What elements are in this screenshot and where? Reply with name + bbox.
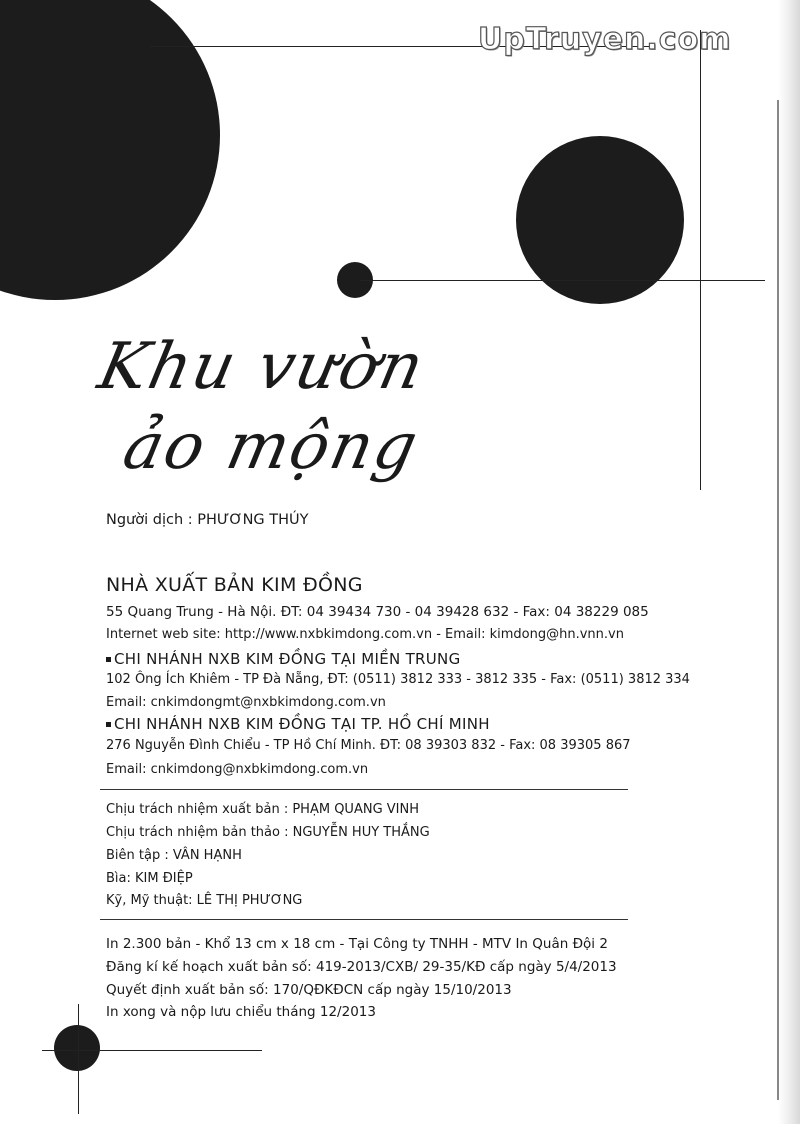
printing-line: Đăng kí kế hoạch xuất bản số: 419-2013/CXB/ 29-35/KĐ cấp ngày 5/4/2013 [106,959,617,975]
branch-hcm-address: 276 Nguyễn Đình Chiểu - TP Hồ Chí Minh. ĐT: 08 39303 832 - Fax: 08 39305 867 [106,738,631,753]
printing-line: In xong và nộp lưu chiểu tháng 12/2013 [106,1004,376,1020]
separator-rule-1 [100,789,628,790]
publisher-web: Internet web site: http://www.nxbkimdong.com.vn - Email: kimdong@hn.vnn.vn [106,627,624,642]
book-title-line-1: Khu vườn [92,330,432,404]
credit-line: Chịu trách nhiệm bản thảo : NGUYỄN HUY THẮNG [106,825,430,840]
branch-hcm-title [106,715,490,733]
translator: Người dịch : PHƯƠNG THÚY [106,512,309,528]
bottom-horizontal-line [42,1050,262,1051]
publisher-name: NHÀ XUẤT BẢN KIM ĐỒNG [106,574,363,596]
watermark: UpTruyen.com [478,22,732,57]
credit-line: Bìa: KIM ĐIỆP [106,871,193,886]
credit-line: Biên tập : VÂN HẠNH [106,848,242,863]
middle-horizontal-line [360,280,765,281]
printing-line: Quyết định xuất bản số: 170/QĐKĐCN cấp ngày 15/10/2013 [106,982,512,998]
credit-line: Kỹ, Mỹ thuật: LÊ THỊ PHƯƠNG [106,893,303,908]
bullet-square-icon [106,657,111,662]
branch-hcm-title-text: CHI NHÁNH NXB KIM ĐỒNG TẠI TP. HỒ CHÍ MINH [114,715,490,733]
branch-central-title [106,650,461,668]
branch-hcm-email: Email: cnkimdong@nxbkimdong.com.vn [106,762,369,777]
credit-line: Chịu trách nhiệm xuất bản : PHẠM QUANG VINH [106,802,419,817]
book-title-line-2: ảo mộng [117,410,426,484]
right-vertical-line [700,30,701,490]
scan-edge-line [777,100,779,1100]
printing-line: In 2.300 bản - Khổ 13 cm x 18 cm - Tại Công ty TNHH - MTV In Quân Đội 2 [106,936,608,952]
bottom-circle-decoration [54,1025,100,1071]
bullet-square-icon [106,722,111,727]
scan-edge-shadow [778,0,800,1124]
branch-central-email: Email: cnkimdongmt@nxbkimdong.com.vn [106,695,386,710]
medium-circle-decoration [516,136,684,304]
branch-central-address: 102 Ông Ích Khiêm - TP Đà Nẵng, ĐT: (0511) 3812 333 - 3812 335 - Fax: (0511) 3812 334 [106,672,690,687]
large-circle-decoration [0,0,220,300]
separator-rule-2 [100,919,628,920]
bottom-vertical-line [78,1004,79,1114]
branch-central-title-text: CHI NHÁNH NXB KIM ĐỒNG TẠI MIỀN TRUNG [114,650,461,668]
publisher-address: 55 Quang Trung - Hà Nội. ĐT: 04 39434 730 - 04 39428 632 - Fax: 04 38229 085 [106,604,649,620]
